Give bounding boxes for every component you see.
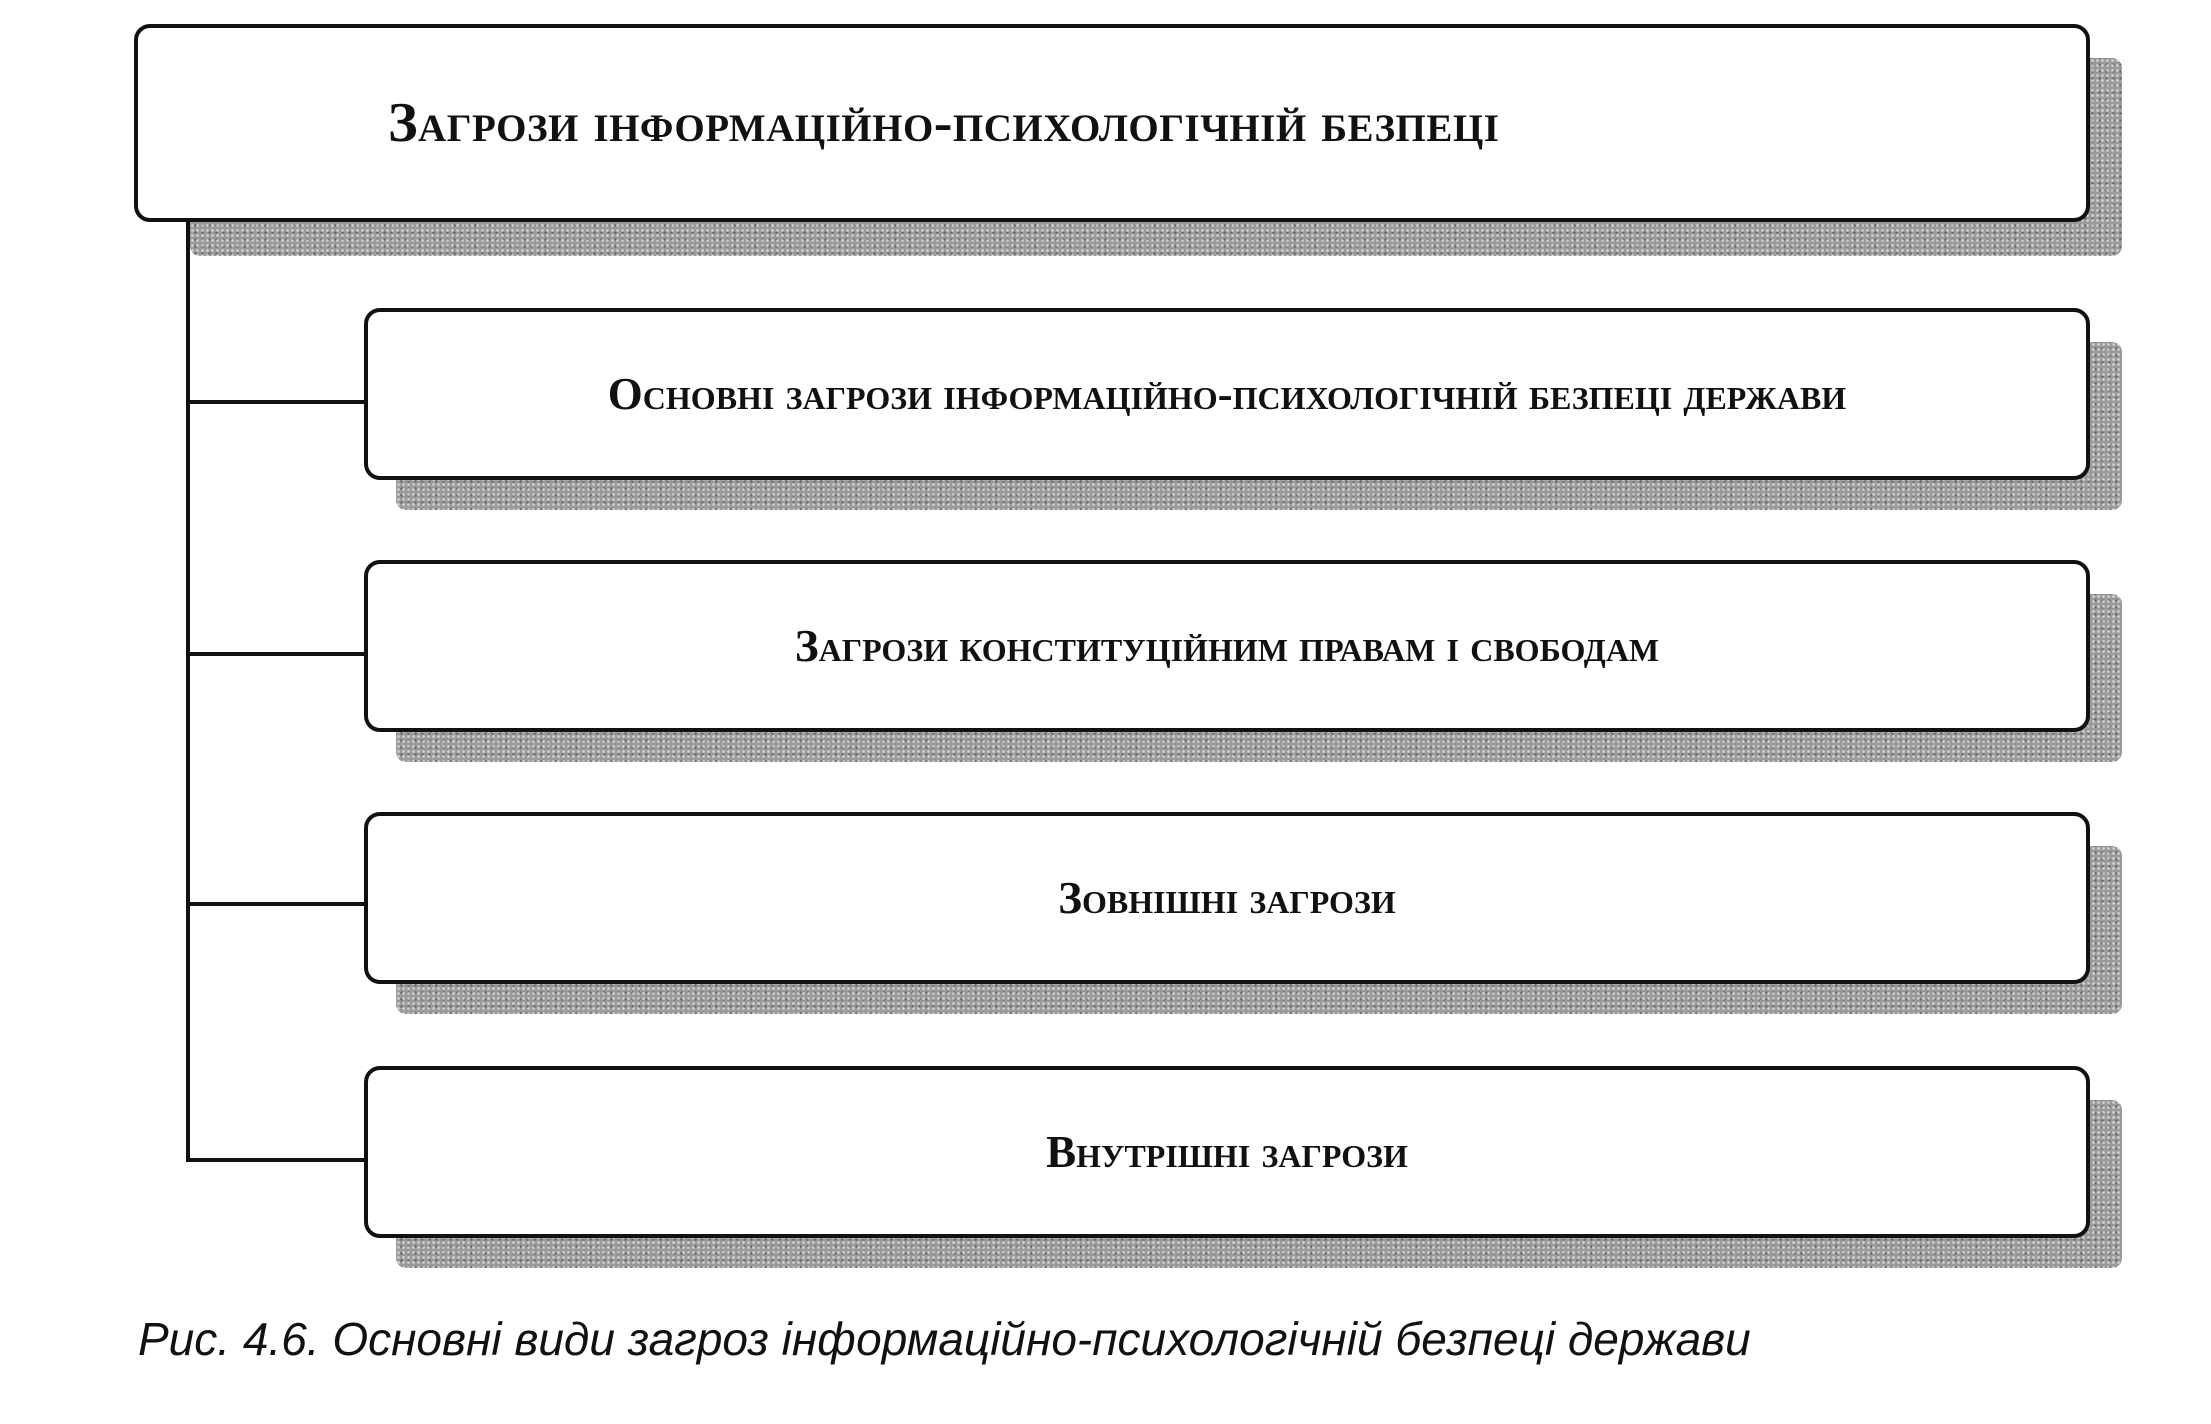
item-box-4 [364,1066,2090,1238]
item-box-3-label: Зовнішні загрози [1058,873,1396,923]
item-box-2 [364,560,2090,732]
item-box-3 [364,812,2090,984]
connector-branch-2 [186,652,366,656]
root-box-label: Загрози інформаційно-психологічній безпеці [388,92,1500,154]
figure-caption: Рис. 4.6. Основні види загроз інформаційно-психологічній безпеці держави [138,1313,1751,1365]
item-box-1-label: Основні загрози інформаційно-психологічній безпеці держави [607,369,1847,419]
connector-trunk [186,222,190,1162]
connector-branch-3 [186,902,366,906]
root-box [134,24,2090,222]
connector-branch-4 [186,1158,366,1162]
connector-branch-1 [186,400,366,404]
item-box-1 [364,308,2090,480]
item-box-4-label: Внутрішні загрози [1046,1127,1408,1177]
item-box-2-label: Загрози конституційним правам і свободам [794,621,1660,671]
